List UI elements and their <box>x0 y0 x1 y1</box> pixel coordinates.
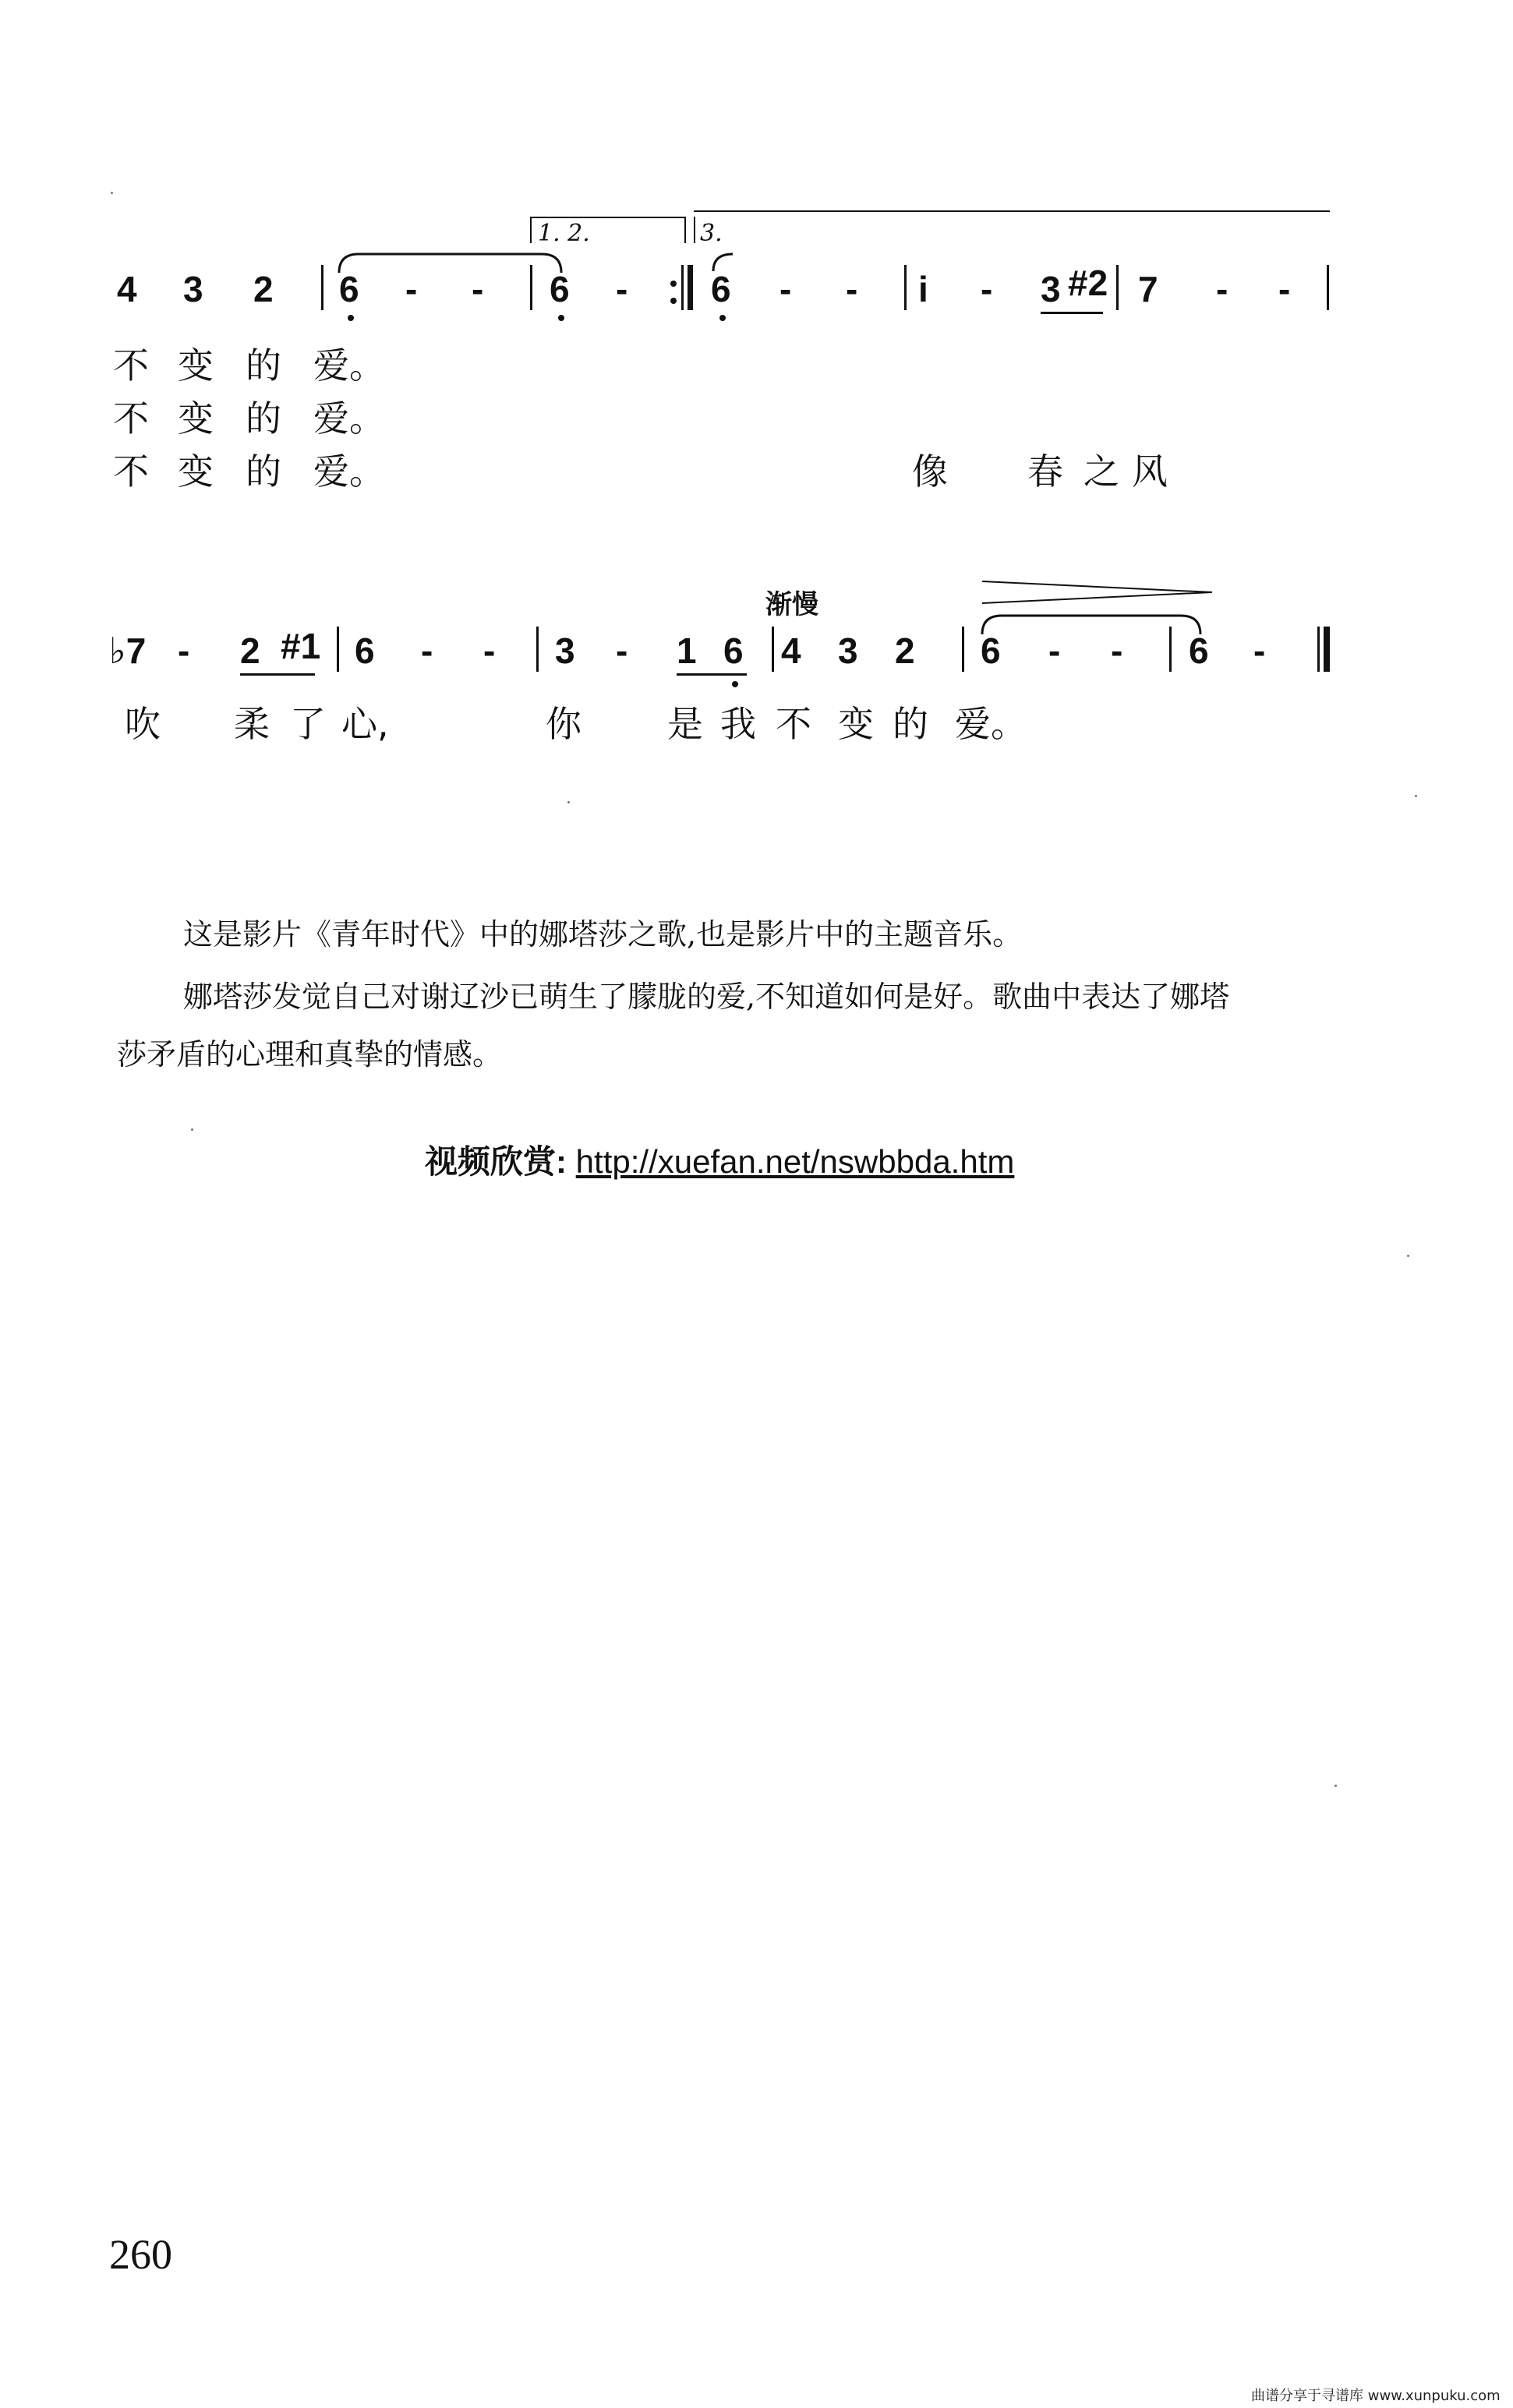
scan-speck <box>111 192 113 194</box>
volta-1-bracket-top <box>530 217 686 218</box>
dash: - <box>981 269 993 309</box>
lyric: 我 <box>720 703 756 745</box>
note: 4 <box>781 630 801 671</box>
lyric: 吹 <box>125 703 161 745</box>
lyric: 的 <box>893 703 928 745</box>
barline <box>530 265 532 310</box>
lyric: 了 <box>290 703 326 745</box>
lyric: 是 <box>667 703 703 745</box>
note: 2 <box>253 269 274 309</box>
note: 6 <box>550 269 570 309</box>
note: 6 <box>339 269 359 309</box>
volta-1-bracket-right <box>684 217 686 243</box>
lyric: 的 <box>246 344 281 387</box>
barline <box>962 627 964 672</box>
lyric: 不 <box>113 450 149 493</box>
description-paragraph-2-line-2: 莎矛盾的心理和真挚的情感。 <box>117 1037 503 1072</box>
barline <box>904 265 907 310</box>
lyric: 不 <box>113 344 149 387</box>
note: 3 <box>555 630 575 671</box>
volta-2-bracket-left <box>694 217 695 243</box>
note: 2 <box>240 630 260 671</box>
lyric: 你 <box>546 703 582 745</box>
repeat-dot <box>670 298 677 304</box>
lyric: 风 <box>1132 450 1168 493</box>
lower-octave-dot <box>719 315 726 321</box>
lyric: 柔 <box>234 703 270 745</box>
dash: - <box>846 269 858 309</box>
repeat-barline-thick <box>688 265 693 310</box>
lyric: 爱。 <box>313 397 385 440</box>
lyric: 变 <box>178 397 214 440</box>
barline <box>321 265 323 310</box>
volta-1-bracket-left <box>530 217 532 243</box>
scan-speck <box>191 1128 193 1131</box>
note: 6 <box>711 269 731 309</box>
lyric: 的 <box>246 450 281 493</box>
barline <box>536 627 539 672</box>
page-number: 260 <box>109 2231 172 2278</box>
barline <box>772 627 774 672</box>
underline-beam <box>1041 312 1103 314</box>
lyric: 变 <box>178 450 214 493</box>
lyric: 爱。 <box>313 344 385 387</box>
dash: - <box>1111 630 1123 671</box>
volta-2-label: 3. <box>700 220 723 247</box>
note: 1 <box>677 630 697 671</box>
lyric: 爱。 <box>955 703 1027 745</box>
volta-2-bracket-top <box>694 210 1330 212</box>
video-url-link[interactable]: http://xuefan.net/nswbbda.htm <box>575 1143 1015 1180</box>
lower-octave-dot <box>348 315 354 321</box>
barline <box>1327 265 1329 310</box>
note: 3 <box>838 630 858 671</box>
lyric: 像 <box>912 450 948 493</box>
note: 6 <box>981 630 1001 671</box>
barline <box>1116 265 1119 310</box>
repeat-barline-thin <box>681 265 684 310</box>
lyric: 心, <box>341 703 389 745</box>
lyric: 春 <box>1027 450 1063 493</box>
final-barline-thick <box>1324 627 1330 672</box>
dash: - <box>779 269 792 309</box>
lyric: 之 <box>1083 450 1119 493</box>
note: 3 <box>1041 269 1061 309</box>
note: 7 <box>1138 269 1158 309</box>
scan-speck <box>567 801 570 803</box>
scan-speck <box>1334 1785 1337 1787</box>
scan-speck <box>1407 1255 1409 1257</box>
note-flat: ♭7 <box>109 630 147 671</box>
dash: - <box>1216 269 1228 309</box>
dash: - <box>405 269 418 309</box>
lower-octave-dot <box>558 315 564 321</box>
lower-octave-dot <box>732 681 738 687</box>
final-barline-thin <box>1317 627 1320 672</box>
underline-beam <box>677 673 747 676</box>
lyric: 不 <box>776 703 811 745</box>
dash: - <box>616 630 628 671</box>
note: 6 <box>723 630 744 671</box>
scan-speck <box>1415 795 1417 797</box>
lyric: 不 <box>113 397 149 440</box>
lyric: 的 <box>246 397 281 440</box>
dash: - <box>1048 630 1061 671</box>
note: 3 <box>183 269 203 309</box>
dash: - <box>421 630 433 671</box>
volta-1-label: 1. 2. <box>538 220 590 247</box>
lyric: 变 <box>838 703 874 745</box>
dash: - <box>616 269 628 309</box>
video-link-row <box>425 1136 1014 1183</box>
dash: - <box>1278 269 1291 309</box>
dash: - <box>1253 630 1266 671</box>
dash: - <box>472 269 484 309</box>
note: 6 <box>1189 630 1209 671</box>
note: 6 <box>355 630 375 671</box>
note: i <box>918 269 928 309</box>
dash: - <box>483 630 496 671</box>
note: 4 <box>117 269 137 309</box>
video-label: 视频欣赏: <box>425 1143 567 1180</box>
barline <box>1169 627 1172 672</box>
dash: - <box>178 630 190 671</box>
note-sharp: #2 <box>1068 263 1108 303</box>
footer-watermark: 曲谱分享于寻谱库 www.xunpuku.com <box>1251 2388 1501 2404</box>
note: 2 <box>895 630 915 671</box>
underline-beam <box>240 673 315 676</box>
tempo-mark: 渐慢 <box>765 589 818 620</box>
tie-arc-3 <box>978 609 1212 641</box>
lyric: 爱。 <box>313 450 385 493</box>
note-sharp: #1 <box>281 626 321 666</box>
repeat-dot <box>670 281 677 287</box>
tie-arc-1 <box>335 248 569 279</box>
lyric: 变 <box>178 344 214 387</box>
barline <box>337 627 339 672</box>
description-paragraph-2-line-1: 娜塔莎发觉自己对谢辽沙已萌生了朦胧的爱,不知道如何是好。歌曲中表达了娜塔 <box>183 980 1230 1014</box>
decrescendo-hairpin <box>978 577 1228 608</box>
description-paragraph-1: 这是影片《青年时代》中的娜塔莎之歌,也是影片中的主题音乐。 <box>183 917 1023 952</box>
